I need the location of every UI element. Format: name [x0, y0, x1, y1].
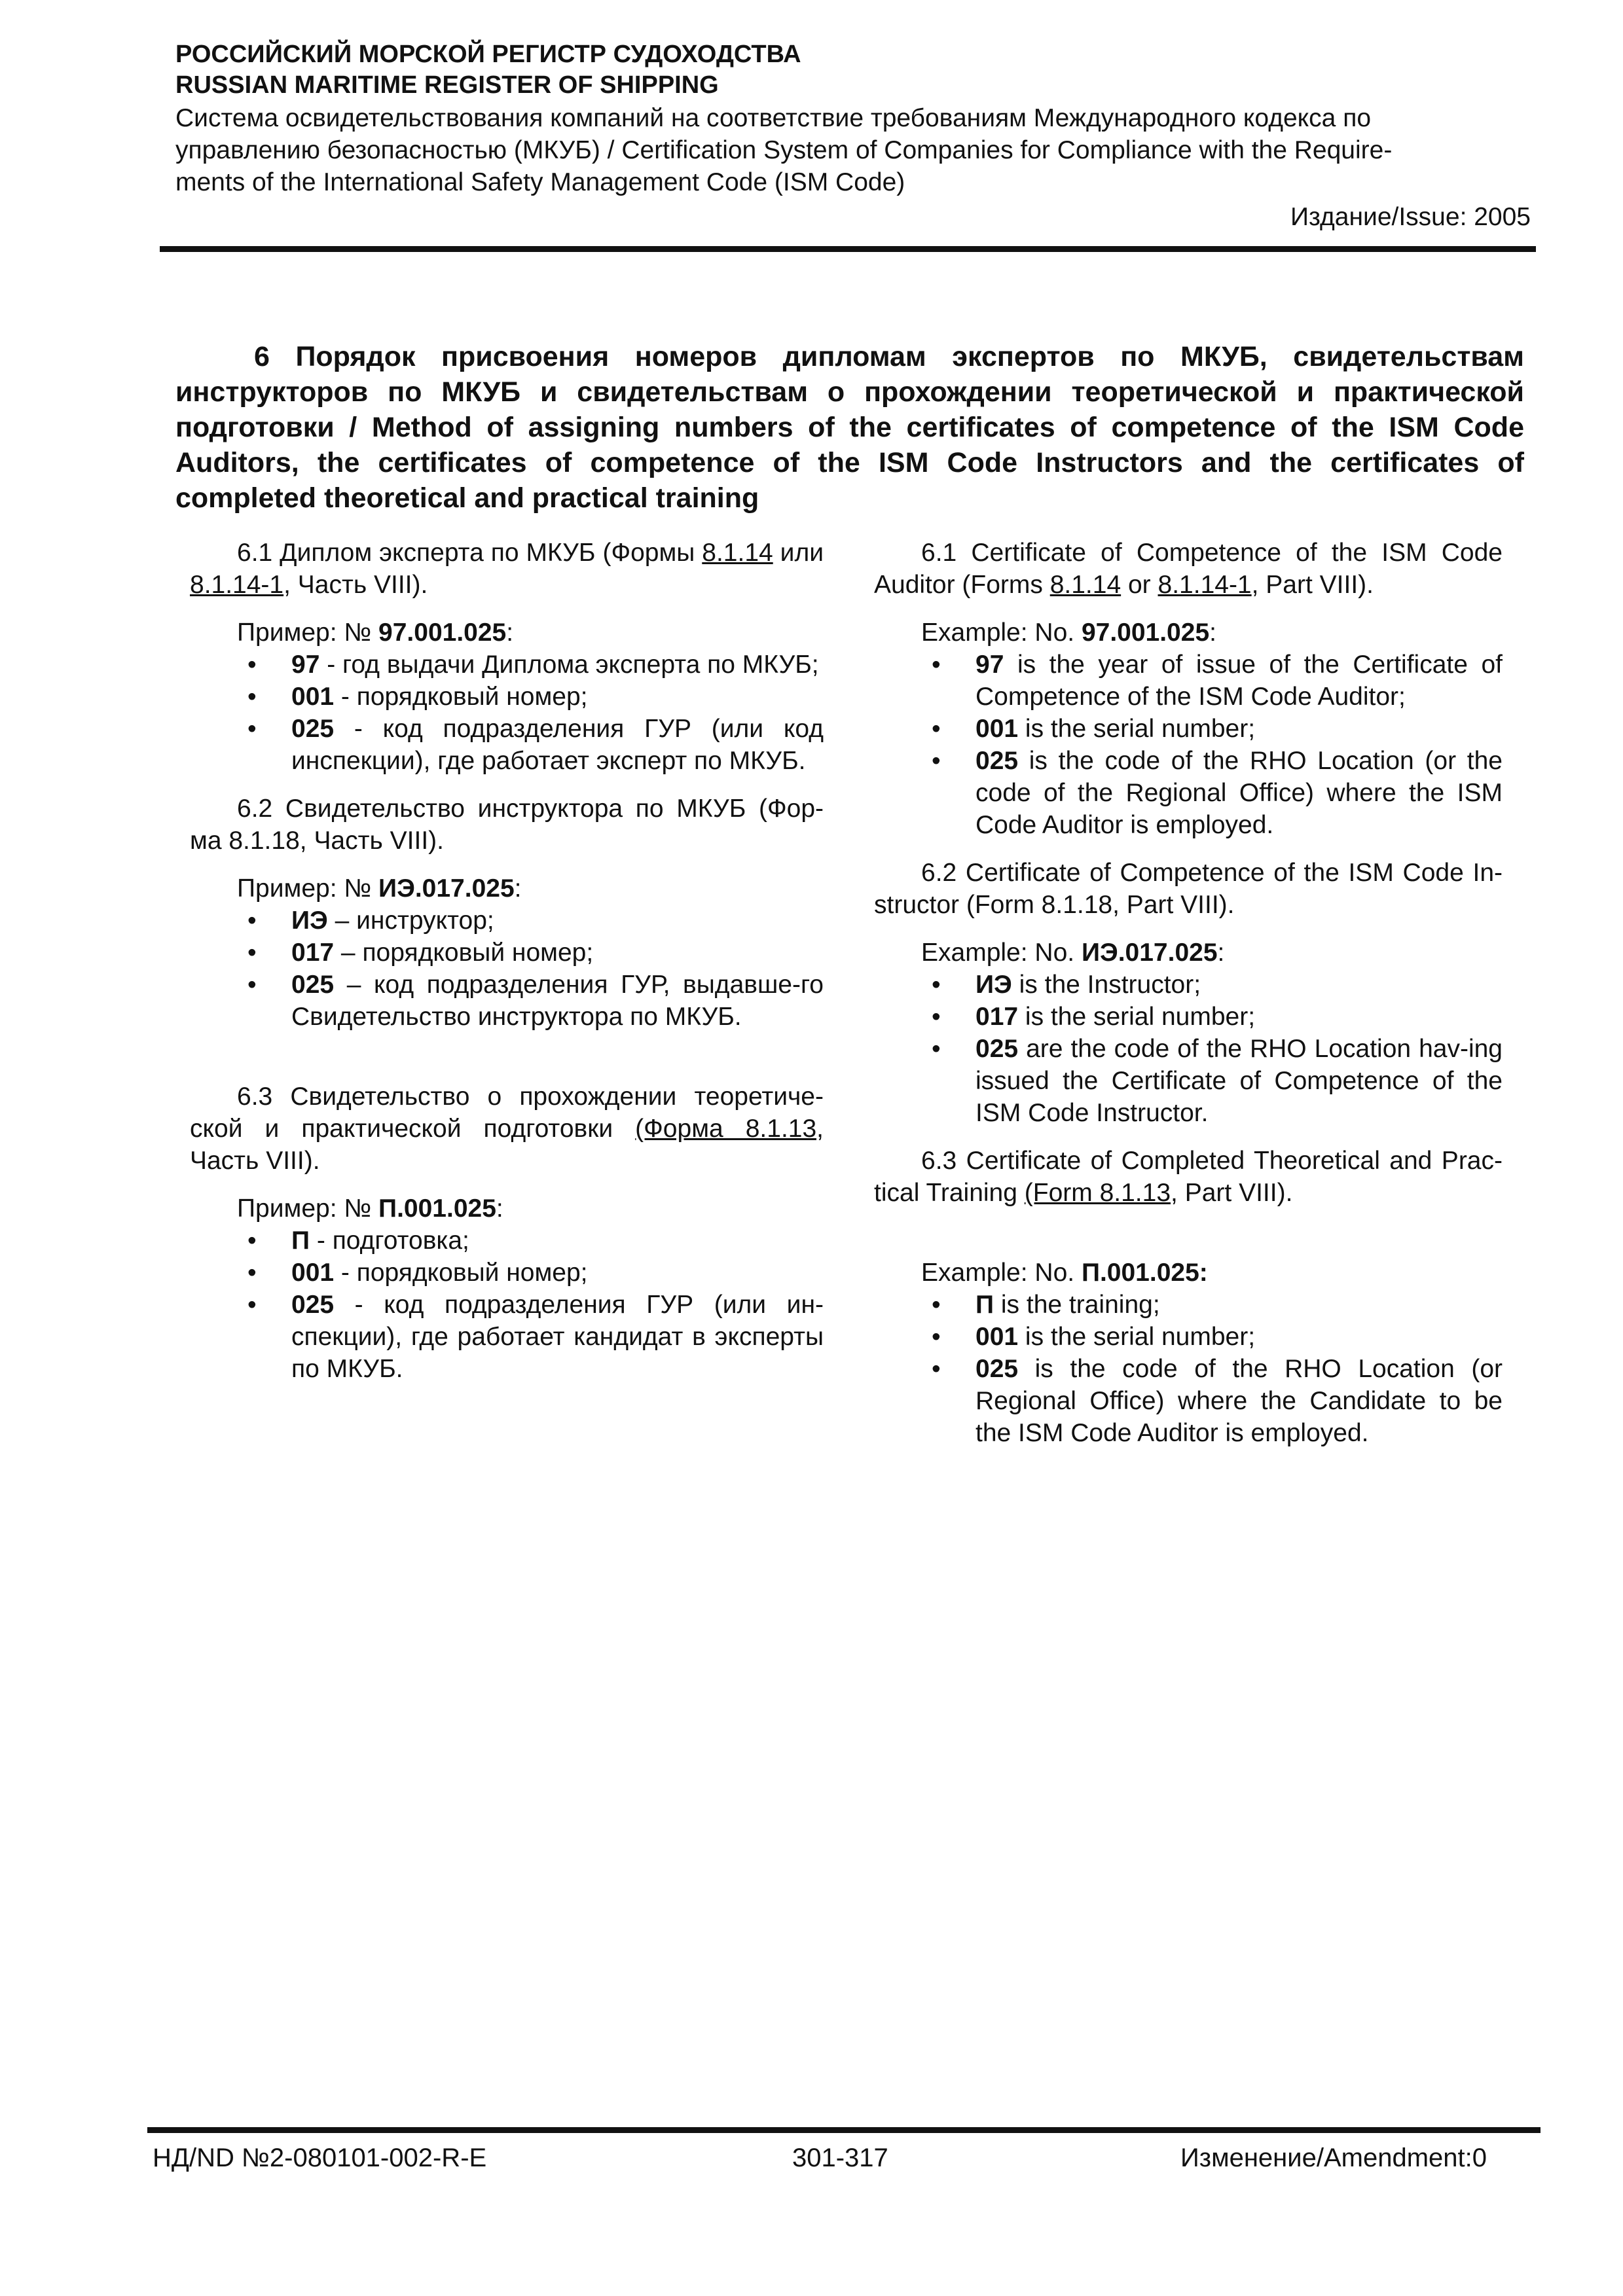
form-link[interactable]: (Форма 8.1.13,	[635, 1115, 824, 1143]
bullet-list	[874, 649, 1503, 841]
list-item: • 025 - код подразделения ГУР (или код инспекции), где работает эксперт по МКУБ.	[247, 715, 824, 775]
list-item: • 001 is the serial number;	[932, 715, 1256, 743]
system-title-line: ments of the International Safety Management Code (ISM Code)	[175, 168, 905, 196]
list-item: • 001 - порядковый номер;	[247, 1259, 588, 1287]
form-link[interactable]: 8.1.14-1	[1158, 571, 1252, 599]
column-russian	[190, 537, 824, 1385]
list-item: • 001 - порядковый номер;	[247, 683, 588, 711]
paragraph: 6.1 Certificate of Competence of the ISM Code Auditor (Forms 8.1.14 or 8.1.14-1, Part VIII).	[874, 539, 1503, 599]
list-item: • 025 are the code of the RHO Location hav-ing issued the Certificate of Competence of the ISM Code Instructor.	[932, 1035, 1503, 1127]
example-line: Example: No. 97.001.025:	[921, 619, 1216, 647]
footer-page-range: 301-317	[792, 2144, 888, 2172]
footer-doc-number: НД/ND №2-080101-002-R-E	[153, 2144, 487, 2172]
list-item: • 001 is the serial number;	[932, 1323, 1256, 1351]
list-item: • 017 – порядковый номер;	[247, 939, 594, 967]
example-line: Пример: № П.001.025:	[237, 1194, 503, 1223]
list-item: • ИЭ – инструктор;	[247, 906, 494, 935]
system-title-line: управлению безопасностью (МКУБ) / Certification System of Companies for Compliance with the Require-	[175, 136, 1393, 164]
form-link[interactable]: (Form 8.1.13	[1024, 1179, 1171, 1207]
example-line: Пример: № 97.001.025:	[237, 619, 514, 647]
org-name-en: RUSSIAN MARITIME REGISTER OF SHIPPING	[175, 71, 719, 99]
footer-amendment: Изменение/Amendment:0	[1180, 2144, 1487, 2172]
example-line: Пример: № ИЭ.017.025:	[237, 874, 522, 903]
list-item: • 97 is the year of issue of the Certificate of Competence of the ISM Code Auditor;	[932, 651, 1503, 711]
system-title-line: Система освидетельствования компаний на соответствие требованиям Международного кодекса по	[175, 104, 1372, 132]
list-item: • ИЭ is the Instructor;	[932, 971, 1201, 999]
bullet-list	[190, 1225, 824, 1385]
form-link[interactable]: 8.1.14	[702, 539, 773, 567]
section-6-1-en	[874, 537, 1503, 841]
section-title	[175, 339, 1524, 516]
paragraph: 6.3 Certificate of Completed Theoretical and Prac-tical Training (Form 8.1.13, Part VIII).	[874, 1147, 1503, 1207]
column-english	[874, 537, 1503, 1449]
section-title-text: 6 Порядок присвоения номеров дипломам экспертов по МКУБ, свидетельствам инструкторов по МКУБ и свидетельствам о прохождении теоретической и практической подготовки / Method of assigning numbers of the certificates of competence of the ISM Code Auditors, the certificates of competence of the ISM Code Instructors and the certificates of completed theoretical and practical training	[175, 341, 1524, 514]
header-divider	[160, 246, 1536, 252]
bullet-list	[874, 969, 1503, 1129]
bullet-list	[874, 1289, 1503, 1449]
system-title	[175, 102, 1531, 198]
form-link[interactable]: 8.1.14	[1049, 571, 1122, 599]
issue-label: Издание/Issue: 2005	[1290, 203, 1531, 231]
org-name-ru: РОССИЙСКИЙ МОРСКОЙ РЕГИСТР СУДОХОДСТВА	[175, 41, 801, 68]
list-item: • 025 – код подразделения ГУР, выдавше-го Свидетельство инструктора по МКУБ.	[247, 971, 824, 1031]
paragraph: 6.3 Свидетельство о прохождении теоретиче-ской и практической подготовки (Форма 8.1.13, Часть VIII).	[190, 1083, 824, 1175]
form-link[interactable]: 8.1.14-1	[190, 571, 284, 599]
example-line: Example: No. П.001.025:	[921, 1259, 1208, 1287]
list-item: • 025 - код подразделения ГУР (или ин-спекции), где работает кандидат в эксперты по МКУБ.	[247, 1291, 824, 1383]
paragraph: 6.2 Свидетельство инструктора по МКУБ (Фор-ма 8.1.18, Часть VIII).	[190, 795, 824, 855]
list-item: • 025 is the code of the RHO Location (or Regional Office) where the Candidate to be the ISM Code Auditor is employed.	[932, 1355, 1503, 1447]
list-item: • 025 is the code of the RHO Location (or the code of the Regional Office) where the ISM Code Auditor is employed.	[932, 747, 1503, 839]
section-6-2-en	[874, 857, 1503, 1129]
example-line: Example: No. ИЭ.017.025:	[921, 939, 1225, 967]
list-item: • 017 is the serial number;	[932, 1003, 1256, 1031]
list-item: • П is the training;	[932, 1291, 1160, 1319]
section-6-1-ru	[190, 537, 824, 777]
list-item: • П - подготовка;	[247, 1227, 469, 1255]
footer-divider	[147, 2127, 1541, 2133]
bullet-list	[190, 905, 824, 1033]
paragraph: 6.2 Certificate of Competence of the ISM Code In-structor (Form 8.1.18, Part VIII).	[874, 859, 1503, 919]
bullet-list	[190, 649, 824, 777]
paragraph: 6.1 Диплом эксперта по МКУБ (Формы 8.1.14 или 8.1.14-1, Часть VIII).	[190, 539, 824, 599]
section-6-3-en	[874, 1145, 1503, 1449]
section-6-3-ru	[190, 1081, 824, 1385]
section-6-2-ru	[190, 793, 824, 1033]
list-item: • 97 - год выдачи Диплома эксперта по МКУБ;	[247, 651, 819, 679]
page-header	[175, 39, 1531, 233]
